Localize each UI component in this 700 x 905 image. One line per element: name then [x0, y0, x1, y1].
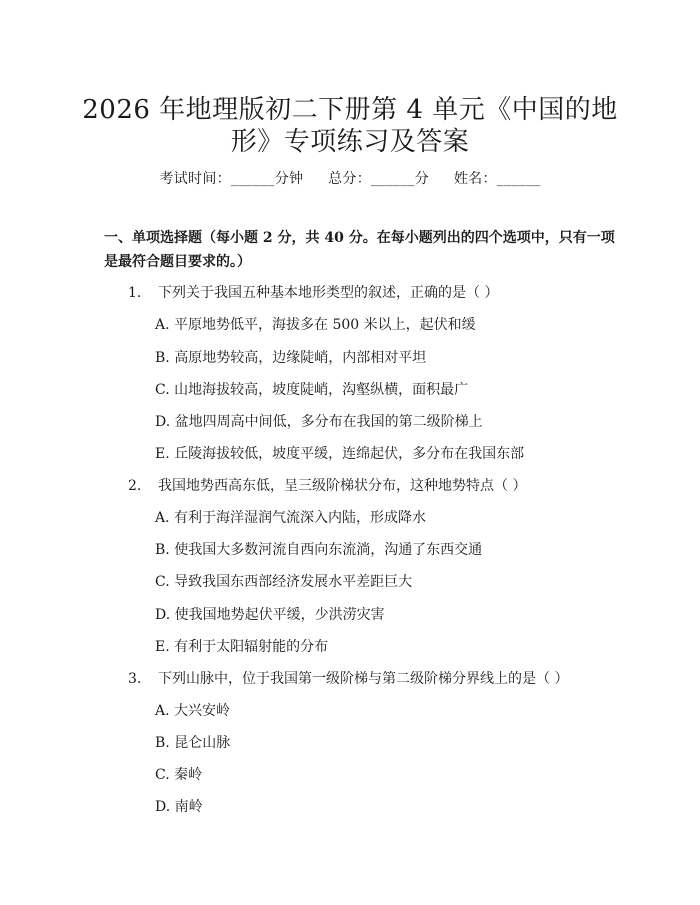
question-text: 我国地势西高东低，呈三级阶梯状分布，这种地势特点（ ） — [158, 478, 527, 494]
question-1 — [128, 283, 498, 303]
exam-time: 考试时间：______分钟 — [159, 171, 304, 187]
question-3 — [128, 669, 568, 689]
exam-info — [0, 168, 700, 188]
document-title-line2: 形》专项练习及答案 — [230, 127, 470, 157]
question-3-option-a: A. 大兴安岭 — [155, 703, 231, 719]
question-3-option-d: D. 南岭 — [155, 799, 203, 815]
exam-score: 总分：______分 — [328, 171, 430, 187]
question-number: 3. — [128, 671, 142, 687]
section-heading-line2: 是最符合题目要求的。） — [104, 254, 251, 270]
question-number: 1. — [128, 285, 142, 301]
question-2-option-d: D. 使我国地势起伏平缓，少洪涝灾害 — [155, 607, 385, 623]
document-title-line1: 2026 年地理版初二下册第 4 单元《中国的地 — [82, 95, 618, 125]
student-name: 姓名：______ — [453, 171, 541, 187]
question-1-option-d: D. 盆地四周高中间低，多分布在我国的第二级阶梯上 — [155, 414, 483, 430]
question-number: 2. — [128, 478, 142, 494]
question-2-option-a: A. 有利于海洋湿润气流深入内陆，形成降水 — [155, 510, 427, 526]
question-1-option-a: A. 平原地势低平，海拔多在 500 米以上，起伏和缓 — [155, 317, 476, 333]
question-3-option-c: C. 秦岭 — [155, 767, 203, 783]
question-3-option-b: B. 昆仑山脉 — [155, 735, 231, 751]
question-2-option-b: B. 使我国大多数河流自西向东流淌，沟通了东西交通 — [155, 542, 483, 558]
question-2-option-e: E. 有利于太阳辐射能的分布 — [155, 639, 329, 655]
question-text: 下列山脉中，位于我国第一级阶梯与第二级阶梯分界线上的是（ ） — [158, 671, 569, 687]
question-1-option-b: B. 高原地势较高，边缘陡峭，内部相对平坦 — [155, 350, 427, 366]
question-2 — [128, 476, 526, 496]
question-text: 下列关于我国五种基本地形类型的叙述，正确的是（ ） — [158, 285, 499, 301]
section-heading — [104, 226, 624, 274]
section-heading-line1: 一、单项选择题（每小题 2 分，共 40 分。在每小题列出的四个选项中，只有一项 — [104, 230, 615, 246]
question-2-option-c: C. 导致我国东西部经济发展水平差距巨大 — [155, 574, 413, 590]
question-1-option-c: C. 山地海拔较高，坡度陡峭，沟壑纵横，面积最广 — [155, 382, 469, 398]
question-1-option-e: E. 丘陵海拔较低，坡度平缓，连绵起伏，多分布在我国东部 — [155, 446, 525, 462]
